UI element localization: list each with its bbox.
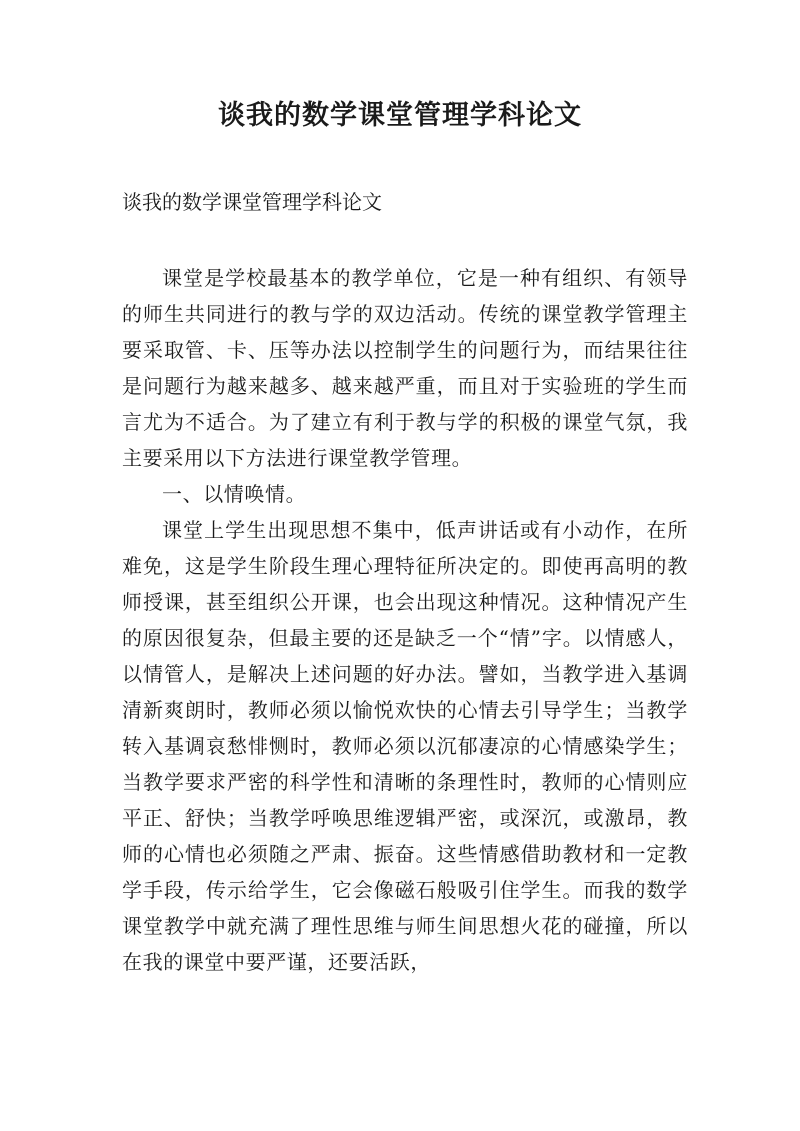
section-heading: 一、以情唤情。 <box>162 482 307 506</box>
document-title: 谈我的数学课堂管理学科论文 <box>218 100 582 131</box>
document-subtitle: 谈我的数学课堂管理学科论文 <box>122 190 382 214</box>
document-body <box>122 260 688 980</box>
body-paragraph-intro: 课堂是学校最基本的教学单位，它是一种有组织、有领导的师生共同进行的教与学的双边活动。传统的课堂教学管理主要采取管、卡、压等办法以控制学生的问题行为，而结果往往是问题行为越来越多、越来越严重，而且对于实验班的学生而言尤为不适合。为了建立有利于教与学的积极的课堂气氛，我主要采用以下方法进行课堂教学管理。 <box>122 266 688 470</box>
body-paragraph-section-1: 课堂上学生出现思想不集中，低声讲话或有小动作，在所难免，这是学生阶段生理心理特征所决定的。即使再高明的教师授课，甚至组织公开课，也会出现这种情况。这种情况产生的原因很复杂，但最主要的还是缺乏一个“情”字。以情感人，以情管人，是解决上述问题的好办法。譬如，当教学进入基调清新爽朗时，教师必须以愉悦欢快的心情去引导学生；当教学转入基调哀愁悱恻时，教师必须以沉郁凄凉的心情感染学生；当教学要求严密的科学性和清晰的条理性时，教师的心情则应平正、舒快；当教学呼唤思维逻辑严密，或深沉，或激昂，教师的心情也必须随之严肃、振奋。这些情感借助教材和一定教学手段，传示给学生，它会像磁石般吸引住学生。而我的数学课堂教学中就充满了理性思维与师生间思想火花的碰撞，所以在我的课堂中要严谨，还要活跃， <box>122 518 688 974</box>
